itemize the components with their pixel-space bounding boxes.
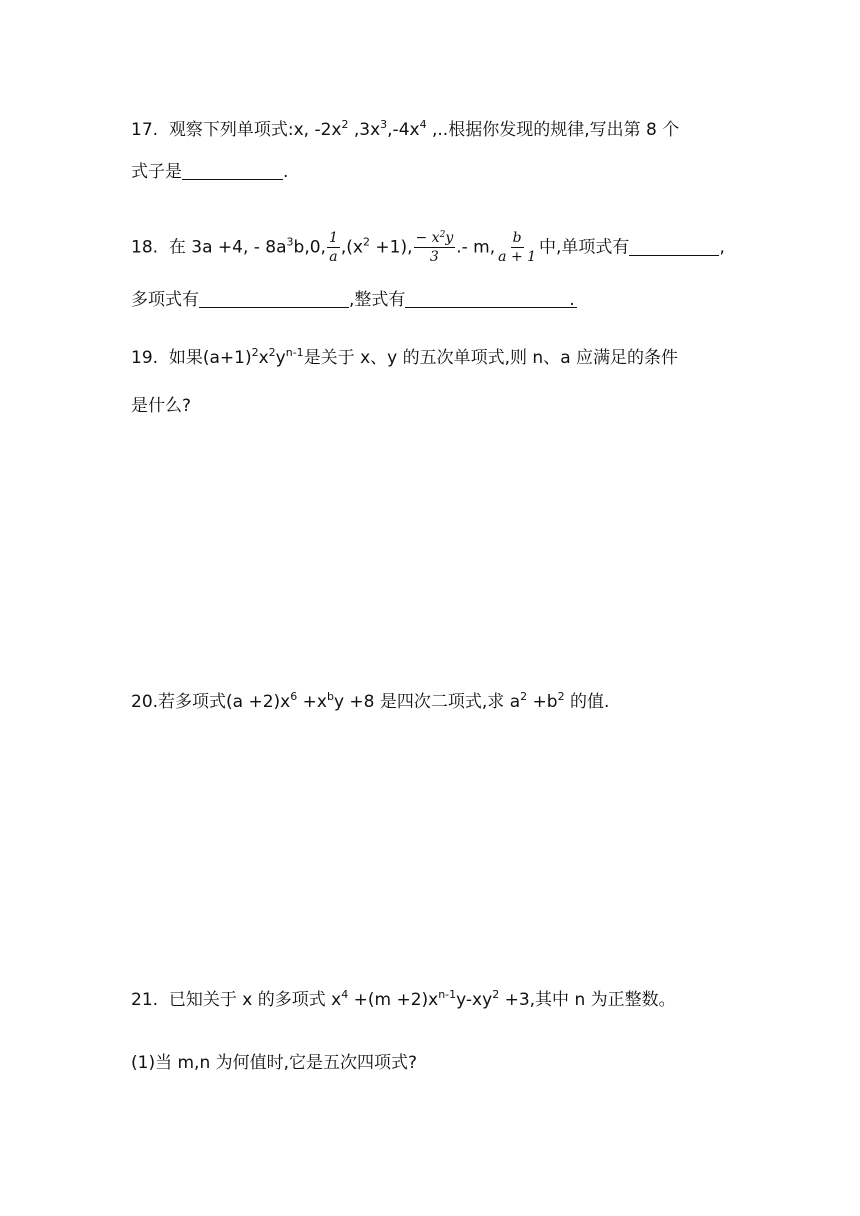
- q20-line-1: 20.若多项式$(a +2)x^6 +x^by +8$ 是四次二项式,求 $a^2 +b^2$ 的值.: [131, 690, 610, 712]
- q17-number: 17.: [131, 120, 159, 140]
- q19-line-2: 是什么?: [131, 396, 192, 416]
- fraction-neg-x2y-over-3: $\frac{- x^2y}{3}$: [415, 230, 454, 265]
- q21-line-1: 21. 已知关于 x 的多项式 $x^4 +(m +2)x^{n-1}y-xy^2 +3$,其中 n 为正整数。: [131, 988, 676, 1010]
- q19-number: 19.: [131, 348, 159, 368]
- q18-monomial-blank[interactable]: [629, 239, 719, 256]
- q17-answer-blank[interactable]: [182, 163, 283, 180]
- q18-line-2: 多项式有 ,整式有 .: [131, 288, 583, 312]
- q17-line-1: 17. 观察下列单项式:x, $-2x^2$ $,3x^3,-4x^4$ ,..根据你发现的规律,写出第 8 个: [131, 118, 680, 140]
- q18-integral-expression-blank[interactable]: [405, 291, 577, 308]
- q21-number: 21.: [131, 990, 159, 1010]
- q21-subquestion-1: (1)当 m,n 为何值时,它是五次四项式?: [131, 1053, 418, 1073]
- q19-line-1: 19. 如果$(a+1)^2x^2y^{n-1}$是关于 x、y 的五次单项式,则 n、a 应满足的条件: [131, 346, 679, 368]
- fraction-1-over-a: $\frac{1}{a}$: [328, 230, 338, 265]
- fraction-b-over-a-plus-1: $\frac{b}{a + 1}$: [498, 230, 537, 265]
- q18-line-1: 18. 在 3a +4, - $8a^3b,0$, $\frac{1}{a}$ $,(x^2 +1)$, $\frac{- x^2y}{3}$ .- m, $\frac{b}{a + 1}$ 中,单项式有 ,: [131, 230, 725, 265]
- q18-polynomial-blank[interactable]: [199, 291, 349, 308]
- q17-line-2: 式子是 .: [131, 162, 289, 182]
- q18-number: 18.: [131, 237, 159, 258]
